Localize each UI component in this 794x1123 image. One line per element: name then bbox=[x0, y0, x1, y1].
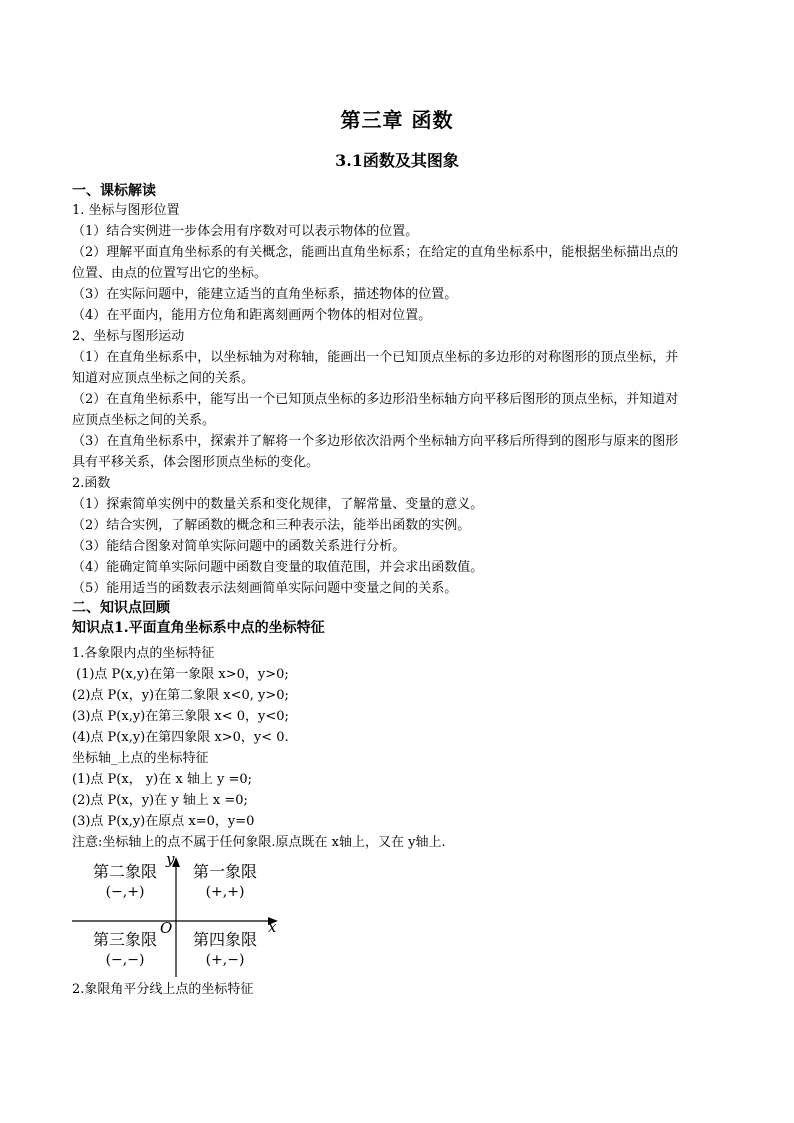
knowledge-point-title: 知识点1.平面直角坐标系中点的坐标特征 bbox=[72, 620, 325, 636]
text-line: （2）理解平面直角坐标系的有关概念，能画出直角坐标系；在给定的直角坐标系中，能根据坐标描出点的 bbox=[72, 245, 679, 260]
origin-label: O bbox=[160, 919, 173, 937]
quadrant-2 bbox=[80, 861, 170, 901]
text-line: 知道对应顶点坐标之间的关系。 bbox=[72, 371, 255, 386]
text-line: (4)点 P(x,y)在第四象限 x>0，y< 0. bbox=[72, 730, 289, 745]
text-line: 位置、由点的位置写出它的坐标。 bbox=[72, 266, 268, 281]
text-line: (1)点 P(x,y)在第一象限 x>0，y>0; bbox=[76, 667, 289, 682]
text-line: (3)点 P(x,y)在原点 x=0，y=0 bbox=[72, 814, 255, 829]
quadrant-1-sign: (+,+) bbox=[205, 884, 245, 900]
text-line: 2、坐标与图形运动 bbox=[72, 329, 185, 344]
quadrant-4 bbox=[180, 929, 270, 969]
x-axis-label: x bbox=[268, 918, 277, 936]
part2-heading: 二、知识点回顾 bbox=[72, 600, 170, 616]
quadrant-1-name: 第一象限 bbox=[192, 862, 257, 881]
quadrant-4-name: 第四象限 bbox=[192, 930, 257, 949]
text-line: (3)点 P(x,y)在第三象限 x< 0，y<0; bbox=[72, 709, 289, 724]
text-line: (2)点 P(x，y)在第二象限 x<0, y>0; bbox=[72, 688, 289, 703]
quadrant-3 bbox=[80, 929, 170, 969]
chapter-title: 第三章 函数 bbox=[340, 108, 454, 132]
text-line: (1)点 P(x， y)在 x 轴上 y =0; bbox=[72, 772, 252, 787]
text-line: （5）能用适当的函数表示法刻画简单实际问题中变量之间的关系。 bbox=[72, 581, 458, 596]
text-line: 1.各象限内点的坐标特征 bbox=[72, 646, 215, 661]
quadrant-2-sign: (−,+) bbox=[105, 884, 145, 900]
text-line: （1）在直角坐标系中，以坐标轴为对称轴，能画出一个已知顶点坐标的多边形的对称图形的顶点坐标，并 bbox=[72, 350, 679, 365]
text-line: （2）在直角坐标系中，能写出一个已知顶点坐标的多边形沿坐标轴方向平移后图形的顶点坐标，并知道对 bbox=[72, 392, 679, 407]
text-line: 注意:坐标轴上的点不属于任何象限.原点既在 x轴上，又在 y轴上. bbox=[72, 835, 446, 850]
text-line: （4）能确定简单实际问题中函数自变量的取值范围，并会求出函数值。 bbox=[72, 560, 484, 575]
quadrant-diagram bbox=[72, 850, 292, 979]
text-line: 2.函数 bbox=[72, 476, 111, 491]
quadrant-1 bbox=[180, 861, 270, 901]
quadrant-4-sign: (+,−) bbox=[205, 952, 245, 968]
text-line: （2）结合实例，了解函数的概念和三种表示法，能举出函数的实例。 bbox=[72, 518, 471, 533]
quadrant-3-name: 第三象限 bbox=[92, 930, 157, 949]
text-line: （3）能结合图象对简单实际问题中的函数关系进行分析。 bbox=[72, 539, 406, 554]
text-line: 应顶点坐标之间的关系。 bbox=[72, 413, 216, 428]
quadrant-3-sign: (−,−) bbox=[105, 952, 145, 968]
document-body bbox=[72, 182, 732, 1000]
text-line: （3）在直角坐标系中，探索并了解将一个多边形依次沿两个坐标轴方向平移后所得到的图形与原来的图形 bbox=[72, 434, 679, 449]
text-line: （3）在实际问题中，能建立适当的直角坐标系，描述物体的位置。 bbox=[72, 287, 458, 302]
y-axis-label: y bbox=[166, 850, 175, 868]
quadrant-2-name: 第二象限 bbox=[92, 862, 157, 881]
text-line: （1）探索简单实例中的数量关系和变化规律，了解常量、变量的意义。 bbox=[72, 497, 484, 512]
text-line: 1. 坐标与图形位置 bbox=[72, 203, 180, 218]
text-line: 具有平移关系，体会图形顶点坐标的变化。 bbox=[72, 455, 320, 470]
section-title: 3.1函数及其图象 bbox=[335, 151, 459, 170]
text-line: （1）结合实例进一步体会用有序数对可以表示物体的位置。 bbox=[72, 224, 419, 239]
text-line: 坐标轴_上点的坐标特征 bbox=[72, 751, 209, 766]
text-line: 2.象限角平分线上点的坐标特征 bbox=[72, 982, 254, 997]
text-line: (2)点 P(x，y)在 y 轴上 x =0; bbox=[72, 793, 248, 808]
part1-heading: 一、课标解读 bbox=[72, 183, 156, 199]
text-line: （4）在平面内，能用方位角和距离刻画两个物体的相对位置。 bbox=[72, 308, 432, 323]
